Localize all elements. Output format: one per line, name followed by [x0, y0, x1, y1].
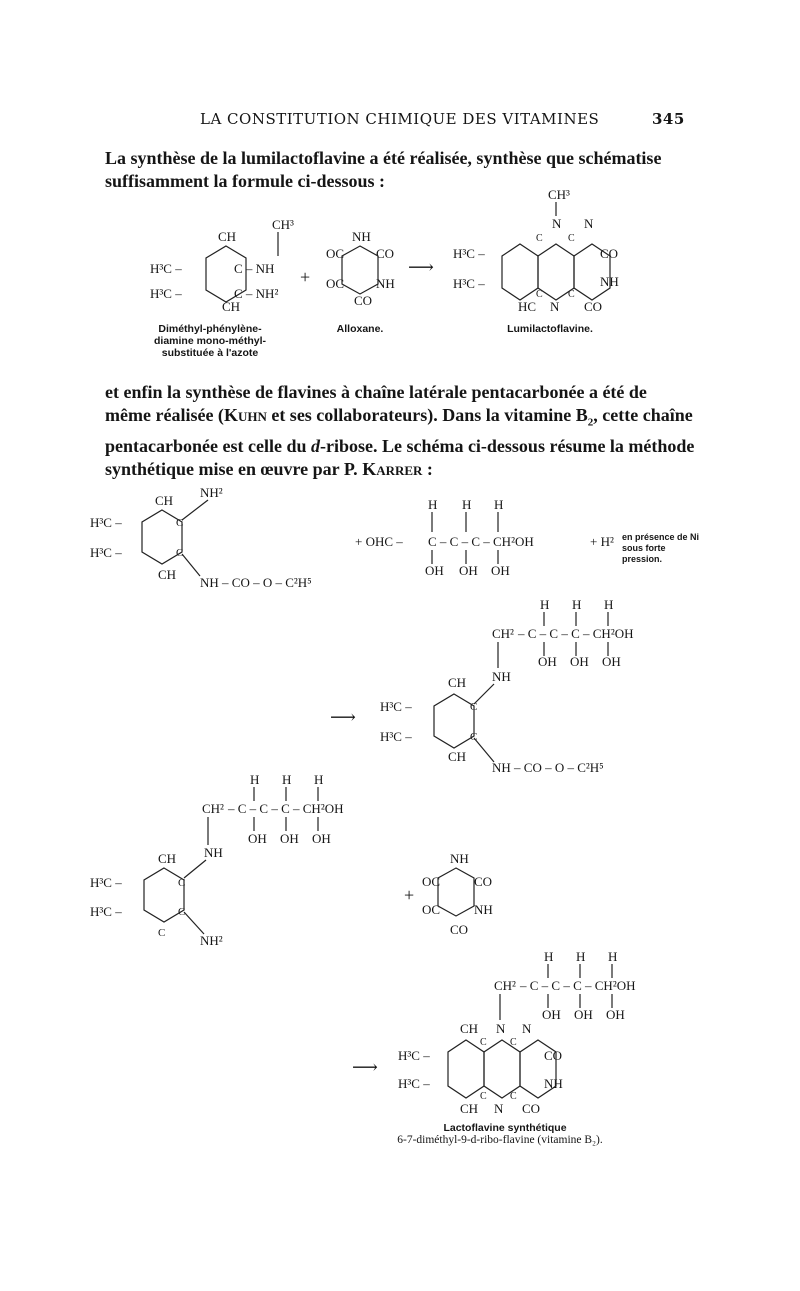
- ribose-chain: C – C – C – CH²OH: [428, 534, 534, 549]
- atom-n: N: [496, 1021, 506, 1036]
- atom-co: CO: [474, 874, 493, 889]
- reaction-arrow: ⟶: [330, 707, 356, 727]
- atom-oh: OH: [538, 654, 557, 669]
- atom-ch: CH: [448, 675, 467, 690]
- atom-nh: NH: [376, 276, 395, 291]
- final-chain: – C – C – C – CH²OH: [520, 978, 636, 993]
- atom-n: N: [494, 1101, 504, 1116]
- atom-co: CO: [584, 299, 603, 314]
- caption-vitamine-b2: 6-7-diméthyl-9-d-ribo-flavine (vitamine B₂).: [397, 1134, 603, 1146]
- atom-ch: CH: [158, 851, 177, 866]
- hydrogen-plus: + H²: [590, 534, 614, 549]
- atom-c: C: [176, 547, 184, 559]
- atom-h3c: H³C –: [453, 276, 485, 291]
- page-number: 345: [652, 110, 685, 128]
- atom-oh: OH: [542, 1007, 561, 1022]
- atom-oh: OH: [459, 563, 478, 578]
- atom-h3c: H³C –: [380, 729, 412, 744]
- atom-oh: OH: [606, 1007, 625, 1022]
- atom-oh: OH: [602, 654, 621, 669]
- atom-nh2: NH²: [200, 485, 223, 500]
- atom-h: H: [544, 949, 554, 964]
- atom-c: C: [178, 877, 186, 889]
- atom-nh: NH: [492, 669, 511, 684]
- atom-h: H: [314, 772, 324, 787]
- running-title: LA CONSTITUTION CHIMIQUE DES VITAMINES: [200, 110, 600, 128]
- atom-h3c: H³C –: [150, 286, 182, 301]
- intermediate-chain: – C – C – C – CH²OH: [518, 626, 634, 641]
- atom-oh: OH: [491, 563, 510, 578]
- atom-c-nh: C – NH: [234, 261, 275, 276]
- atom-ch: CH: [158, 567, 177, 582]
- atom-ch: CH: [218, 229, 237, 244]
- atom-c: C: [536, 233, 543, 244]
- plus-sign: +: [300, 267, 311, 287]
- atom-c: C: [480, 1037, 487, 1048]
- caption-lumilactoflavine: Lumilactoflavine.: [507, 323, 593, 335]
- atom-c: C: [536, 289, 543, 300]
- atom-h3c: H³C –: [398, 1048, 430, 1063]
- atom-ch2: CH²: [494, 978, 516, 993]
- atom-c: C: [176, 517, 184, 529]
- reaction-arrow: ⟶: [352, 1057, 378, 1077]
- atom-ch: CH: [155, 493, 174, 508]
- atom-oc: OC: [422, 874, 441, 889]
- atom-c: C: [470, 701, 478, 713]
- atom-oc: OC: [326, 246, 345, 261]
- atom-h: H: [572, 597, 582, 612]
- atom-oc: OC: [422, 902, 441, 917]
- atom-n: N: [550, 299, 560, 314]
- atom-co: CO: [522, 1101, 541, 1116]
- caption-diamine: Diméthyl-phénylène-diamine mono-méthyl-substituée à l'azote: [153, 323, 266, 359]
- paragraph-1: La synthèse de la lumilactoflavine a été réalisée, synthèse que schématise suffisamment la formule ci-dessous :: [105, 148, 662, 191]
- caption-alloxane: Alloxane.: [336, 323, 384, 335]
- atom-co: CO: [376, 246, 395, 261]
- atom-oc: OC: [326, 276, 345, 291]
- atom-nh: NH: [474, 902, 493, 917]
- atom-h: H: [494, 497, 504, 512]
- atom-nh: NH: [544, 1076, 563, 1091]
- atom-c: C: [510, 1091, 517, 1102]
- atom-ch3: CH³: [272, 217, 294, 232]
- urethane-group: NH – CO – O – C²H⁵: [200, 575, 312, 590]
- atom-oh: OH: [574, 1007, 593, 1022]
- atom-co: CO: [354, 293, 373, 308]
- atom-c: C: [470, 731, 478, 743]
- atom-h3c: H³C –: [90, 875, 122, 890]
- caption-lactoflavine: Lactoflavine synthétique: [443, 1122, 567, 1134]
- atom-h: H: [604, 597, 614, 612]
- reagent-note: en présence de Ni sous forte pression.: [622, 532, 700, 564]
- atom-h: H: [540, 597, 550, 612]
- atom-h3c: H³C –: [90, 545, 122, 560]
- atom-h3c: H³C –: [150, 261, 182, 276]
- atom-h3c: H³C –: [90, 904, 122, 919]
- urethane-group: NH – CO – O – C²H⁵: [492, 760, 604, 775]
- atom-c: C: [510, 1037, 517, 1048]
- plus-sign: +: [404, 885, 415, 905]
- atom-co: CO: [450, 922, 469, 937]
- atom-c: C: [178, 906, 186, 918]
- atom-nh: NH: [352, 229, 371, 244]
- atom-ch3: CH³: [548, 187, 570, 202]
- atom-ch: CH: [448, 749, 467, 764]
- atom-h: H: [250, 772, 260, 787]
- atom-h: H: [576, 949, 586, 964]
- atom-h: H: [428, 497, 438, 512]
- atom-ch: CH: [460, 1101, 479, 1116]
- paragraph-2: et enfin la synthèse de flavines à chaîne latérale pentacarbonée a été de même réalisée (Kuhn et ses collaborateurs). Dans la vitamine $B_2$, cette chaîne pentacarbonée est celle du d-ribose. Le schéma ci-dessous résume la méthode synthétique mise en œuvre par P. Karrer :: [105, 382, 695, 479]
- atom-nh: NH: [600, 274, 619, 289]
- atom-co: CO: [600, 246, 619, 261]
- atom-c: C: [480, 1091, 487, 1102]
- atom-h3c: H³C –: [380, 699, 412, 714]
- atom-hc: HC: [518, 299, 537, 314]
- amine-chain: – C – C – C – CH²OH: [228, 801, 344, 816]
- atom-oh: OH: [425, 563, 444, 578]
- atom-oh: OH: [280, 831, 299, 846]
- atom-h: H: [608, 949, 618, 964]
- atom-c-nh2: C – NH²: [234, 286, 279, 301]
- atom-ch2: CH²: [202, 801, 224, 816]
- atom-oh: OH: [248, 831, 267, 846]
- atom-h: H: [462, 497, 472, 512]
- atom-c: C: [158, 927, 166, 939]
- atom-h: H: [282, 772, 292, 787]
- atom-c: C: [568, 289, 575, 300]
- atom-c: C: [568, 233, 575, 244]
- atom-nh: NH: [450, 851, 469, 866]
- atom-ch: CH: [460, 1021, 479, 1036]
- atom-oh: OH: [312, 831, 331, 846]
- atom-n: N: [522, 1021, 532, 1036]
- atom-h3c: H³C –: [398, 1076, 430, 1091]
- atom-oh: OH: [570, 654, 589, 669]
- aldehyde-prefix: + OHC –: [355, 534, 403, 549]
- atom-co: CO: [544, 1048, 563, 1063]
- atom-n: N: [584, 216, 594, 231]
- reaction-arrow: ⟶: [408, 257, 434, 277]
- atom-ch2: CH²: [492, 626, 514, 641]
- atom-nh2: NH²: [200, 933, 223, 948]
- atom-ch: CH: [222, 299, 241, 314]
- atom-n: N: [552, 216, 562, 231]
- atom-nh: NH: [204, 845, 223, 860]
- atom-h3c: H³C –: [90, 515, 122, 530]
- atom-h3c: H³C –: [453, 246, 485, 261]
